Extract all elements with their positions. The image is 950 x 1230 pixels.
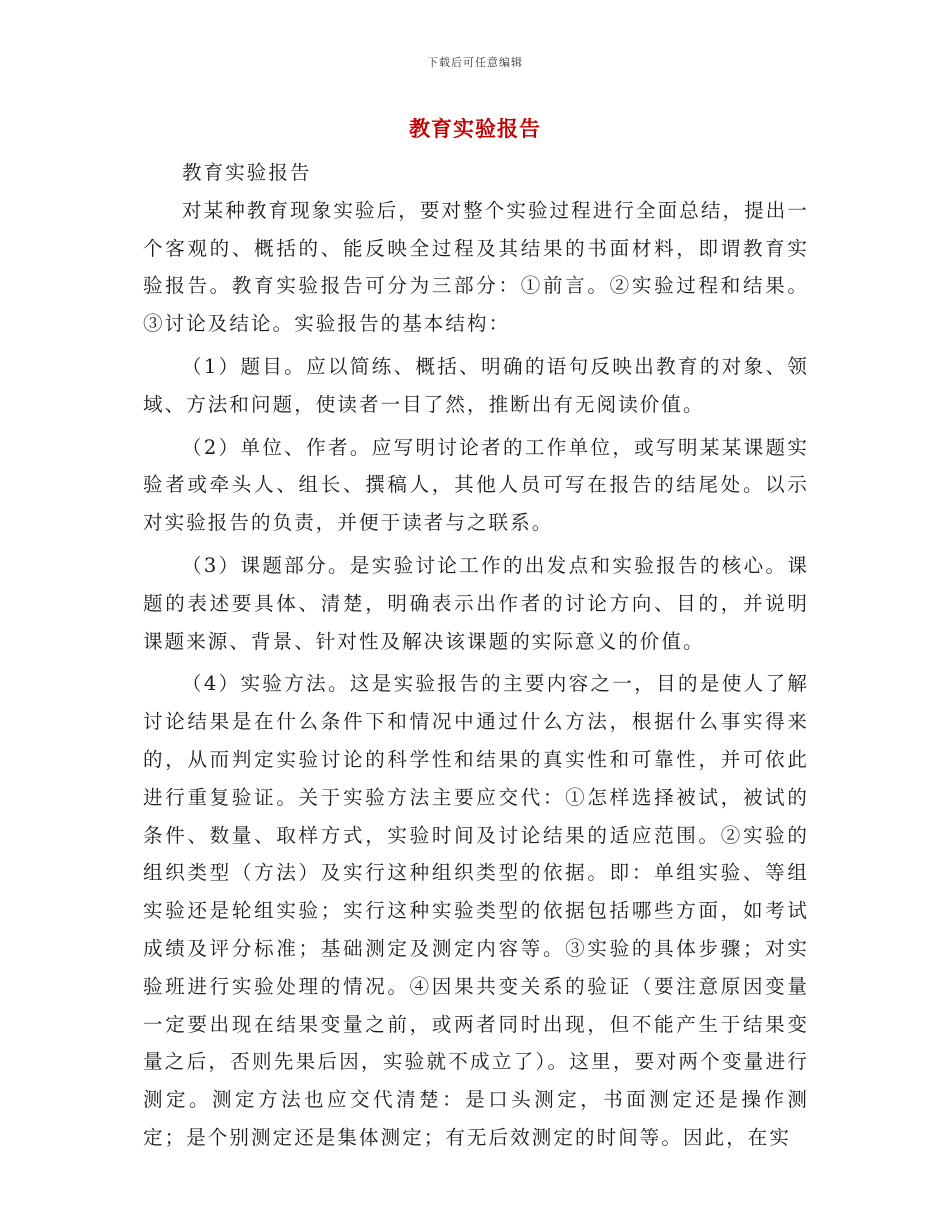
paragraph-item-4: （4）实验方法。这是实验报告的主要内容之一，目的是使人了解讨论结果是在什么条件下和情况中通过什么方法，根据什么事实得来的，从而判定实验讨论的科学性和结果的真实性和可靠性，并可依此进行重复验证。关于实验方法主要应交代：①怎样选择被试，被试的条件、数量、取样方式，实验时间及讨论结果的适应范围。②实验的组织类型（方法）及实行这种组织类型的依据。即：单组实验、等组实验还是轮组实验；实行这种实验类型的依据包括哪些方面，如考试成绩及评分标准；基础测定及测定内容等。③实验的具体步骤；对实验班进行实验处理的情况。④因果共变关系的验证（要注意原因变量一定要出现在结果变量之前，或两者同时出现，但不能产生于结果变量之后，否则先果后因，实验就不成立了）。这里，要对两个变量进行测定。测定方法也应交代清楚：是口头测定，书面测定还是操作测定；是个别测定还是集体测定；有无后效测定的时间等。因此，在实 [143, 672, 809, 1149]
document-title: 教育实验报告 [409, 116, 541, 141]
page-header-note: 下载后可任意编辑 [427, 56, 523, 69]
document-body [143, 154, 809, 1162]
paragraph-intro: 对某种教育现象实验后，要对整个实验过程进行全面总结，提出一个客观的、概括的、能反映全过程及其结果的书面材料，即谓教育实验报告。教育实验报告可分为三部分：①前言。②实验过程和结果。③讨论及结论。实验报告的基本结构： [143, 198, 809, 336]
paragraph-item-1: （1）题目。应以简练、概括、明确的语句反映出教育的对象、领域、方法和问题，使读者一目了然，推断出有无阅读价值。 [143, 354, 809, 416]
paragraph-item-3: （3）课题部分。是实验讨论工作的出发点和实验报告的核心。课题的表述要具体、清楚，明确表示出作者的讨论方向、目的，并说明课题来源、背景、针对性及解决该课题的实际意义的价值。 [143, 553, 809, 653]
paragraph-item-2: （2）单位、作者。应写明讨论者的工作单位，或写明某某课题实验者或牵头人、组长、撰稿人，其他人员可写在报告的结尾处。以示对实验报告的负责，并便于读者与之联系。 [143, 435, 809, 535]
paragraph-subtitle: 教育实验报告 [182, 161, 312, 184]
